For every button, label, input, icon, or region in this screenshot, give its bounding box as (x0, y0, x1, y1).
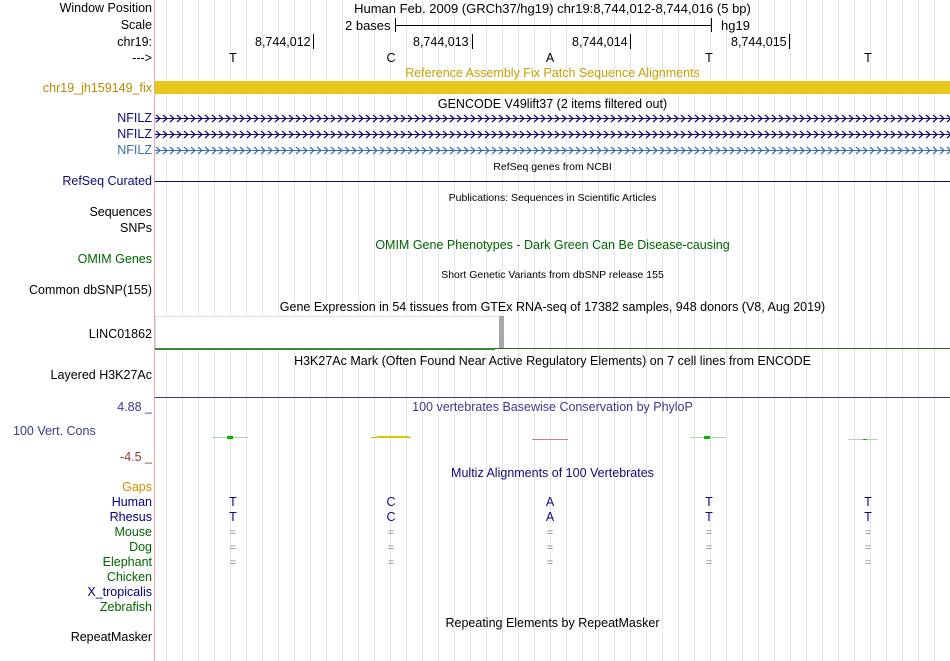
repeatmasker-track-title[interactable]: Repeating Elements by RepeatMasker (445, 616, 660, 630)
chromosome-label: chr19: (117, 35, 152, 49)
multiz-dog-match: = (229, 542, 237, 554)
scale-label: Scale (120, 18, 152, 32)
fix-patch-item-label[interactable]: chr19_jh159149_fix (42, 81, 152, 95)
scale-assembly: hg19 (721, 18, 750, 33)
ruler-tick-label-2: 8,744,013 (413, 35, 469, 49)
multiz-rhesus-base: C (386, 510, 396, 524)
phylop-signal (704, 436, 710, 439)
multiz-mouse-match: = (387, 527, 395, 539)
strand-arrows-icon (155, 112, 950, 125)
sequence-base: T (229, 51, 237, 65)
gencode-item-label-3[interactable]: NFILZ (117, 143, 152, 157)
gtex-item-label[interactable]: LINC01862 (88, 327, 152, 341)
refseq-gene-line[interactable] (155, 181, 950, 182)
ruler-tick-label-1: 8,744,012 (255, 35, 311, 49)
strand-arrows-icon (155, 128, 950, 141)
multiz-gaps-label[interactable]: Gaps (122, 480, 152, 494)
multiz-rhesus-base: A (545, 510, 555, 524)
phylop-signal (227, 436, 233, 439)
dbsnp-label[interactable]: Common dbSNP(155) (29, 283, 152, 297)
multiz-elephant-match: = (546, 557, 554, 569)
omim-track-title[interactable]: OMIM Gene Phenotypes - Dark Green Can Be Disease-causing (375, 238, 730, 252)
sequence-base: T (864, 51, 872, 65)
ruler-tick-label-4: 8,744,015 (731, 35, 787, 49)
species-rhesus-label[interactable]: Rhesus (109, 510, 152, 524)
gtex-track-title[interactable]: Gene Expression in 54 tissues from GTEx RNA-seq of 17382 samples, 948 donors (V8, Aug 2019) (279, 300, 826, 314)
phylop-min-label: -4.5 _ (120, 450, 152, 464)
h3k27ac-track-title[interactable]: H3K27Ac Mark (Often Found Near Active Regulatory Elements) on 7 cell lines from ENCODE (294, 354, 811, 368)
sequence-base: A (545, 51, 555, 65)
sequence-base: C (386, 51, 396, 65)
phylop-signal (863, 439, 867, 440)
multiz-track-title[interactable]: Multiz Alignments of 100 Vertebrates (451, 466, 654, 480)
multiz-elephant-match: = (864, 557, 872, 569)
multiz-mouse-match: = (229, 527, 237, 539)
refseq-curated-label[interactable]: RefSeq Curated (62, 174, 152, 188)
fix-patch-track-title[interactable]: Reference Assembly Fix Patch Sequence Alignments (405, 66, 700, 80)
gencode-transcript-3[interactable] (155, 144, 950, 157)
multiz-rhesus-base: T (864, 510, 872, 524)
phylop-signal (532, 439, 568, 440)
gtex-gene-line-left (155, 348, 495, 350)
omim-genes-label[interactable]: OMIM Genes (77, 252, 152, 266)
multiz-mouse-match: = (546, 527, 554, 539)
phylop-signal (377, 436, 409, 438)
multiz-dog-match: = (387, 542, 395, 554)
species-zebrafish-label[interactable]: Zebrafish (99, 600, 152, 614)
multiz-rhesus-base: T (229, 510, 237, 524)
species-mouse-label[interactable]: Mouse (114, 525, 152, 539)
window-position-label: Window Position (59, 1, 152, 15)
publications-sequences-label[interactable]: Sequences (89, 205, 152, 219)
publications-track-title[interactable]: Publications: Sequences in Scientific Articles (448, 192, 657, 204)
ruler-tick-4 (789, 34, 790, 49)
fix-patch-bar[interactable] (155, 81, 950, 94)
gencode-item-label-1[interactable]: NFILZ (117, 111, 152, 125)
phylop-track-label[interactable]: 100 Vert. Cons (13, 424, 96, 438)
gencode-item-label-2[interactable]: NFILZ (117, 127, 152, 141)
track-label-column (0, 0, 154, 661)
phylop-max-label: 4.88 _ (117, 400, 152, 414)
sequence-base: T (705, 51, 713, 65)
gencode-transcript-1[interactable] (155, 112, 950, 125)
ruler-tick-1 (313, 34, 314, 49)
gtex-expression-bar[interactable] (499, 316, 504, 348)
multiz-elephant-match: = (705, 557, 713, 569)
scale-bar (395, 18, 712, 32)
h3k27ac-label[interactable]: Layered H3K27Ac (50, 368, 152, 382)
track-display[interactable] (155, 0, 950, 661)
multiz-mouse-match: = (864, 527, 872, 539)
ruler-tick-label-3: 8,744,014 (572, 35, 628, 49)
species-xtropicalis-label[interactable]: X_tropicalis (87, 585, 152, 599)
multiz-human-base: A (545, 495, 555, 509)
multiz-dog-match: = (864, 542, 872, 554)
multiz-human-base: T (229, 495, 237, 509)
repeatmasker-label[interactable]: RepeatMasker (70, 630, 152, 644)
dbsnp-track-title[interactable]: Short Genetic Variants from dbSNP release 155 (441, 269, 664, 281)
refseq-track-title[interactable]: RefSeq genes from NCBI (493, 161, 612, 173)
scale-bases-text: 2 bases (345, 18, 391, 33)
gencode-track-title[interactable]: GENCODE V49lift37 (2 items filtered out) (437, 97, 668, 111)
multiz-human-base: T (705, 495, 713, 509)
multiz-human-base: T (864, 495, 872, 509)
multiz-human-base: C (386, 495, 396, 509)
multiz-elephant-match: = (387, 557, 395, 569)
ruler-tick-3 (630, 34, 631, 49)
publications-snps-label[interactable]: SNPs (120, 221, 152, 235)
h3k27ac-baseline (155, 397, 950, 398)
phylop-track-title[interactable]: 100 vertebrates Basewise Conservation by PhyloP (412, 400, 693, 414)
species-dog-label[interactable]: Dog (129, 540, 152, 554)
position-header: Human Feb. 2009 (GRCh37/hg19) chr19:8,744,012-8,744,016 (5 bp) (354, 1, 751, 16)
strand-arrows-icon (155, 144, 950, 157)
multiz-rhesus-base: T (705, 510, 713, 524)
multiz-dog-match: = (546, 542, 554, 554)
species-human-label[interactable]: Human (111, 495, 152, 509)
species-elephant-label[interactable]: Elephant (102, 555, 152, 569)
ruler-tick-2 (472, 34, 473, 49)
gencode-transcript-2[interactable] (155, 128, 950, 141)
multiz-dog-match: = (705, 542, 713, 554)
strand-direction-label: ---> (132, 51, 152, 65)
species-chicken-label[interactable]: Chicken (106, 570, 152, 584)
multiz-elephant-match: = (229, 557, 237, 569)
multiz-mouse-match: = (705, 527, 713, 539)
gtex-expression-box[interactable] (155, 316, 500, 349)
